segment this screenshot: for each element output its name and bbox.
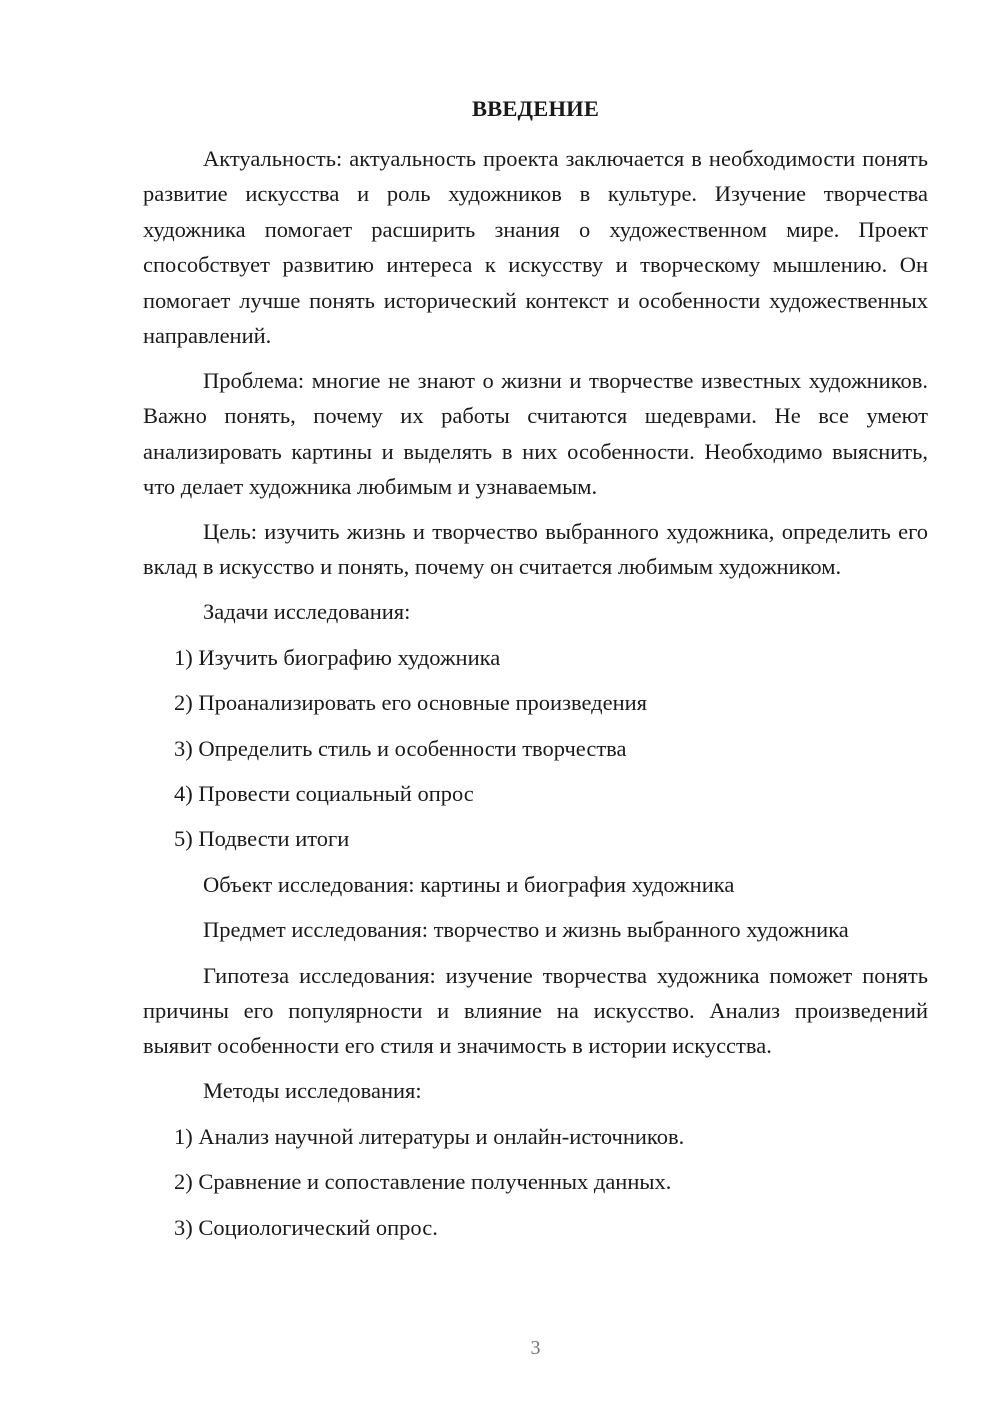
paragraph-hypothesis: Гипотеза исследования: изучение творчества художника поможет понять причины его популярности и влияние на искусство. Анализ произведений выявит особенности его стиля и значимость в истории искусства. — [143, 962, 928, 1059]
method-item-2: 2) Сравнение и сопоставление полученных данных. — [174, 1169, 672, 1195]
task-item-2: 2) Проанализировать его основные произведения — [174, 690, 648, 716]
section-title: ВВЕДЕНИЕ — [471, 96, 600, 121]
tasks-heading: Задачи исследования: — [203, 599, 411, 625]
research-object: Объект исследования: картины и биография художника — [203, 871, 735, 897]
task-item-1: 1) Изучить биографию художника — [174, 644, 501, 670]
research-subject: Предмет исследования: творчество и жизнь выбранного художника — [203, 917, 849, 943]
task-item-5: 5) Подвести итоги — [174, 826, 350, 852]
page-number: 3 — [530, 1337, 541, 1359]
method-item-1: 1) Анализ научной литературы и онлайн-источников. — [174, 1123, 685, 1149]
paragraph-relevance: Актуальность: актуальность проекта заключается в необходимости понять развитие искусства и роль художников в культуре. Изучение творчества художника помогает расширить знания о художественном мире. Проект способствует развитию интереса к искусству и творческому мышлению. Он помогает лучше понять исторический контекст и особенности художественных направлений. — [143, 146, 928, 349]
task-item-3: 3) Определить стиль и особенности творчества — [174, 735, 627, 761]
document-body — [143, 141, 928, 1255]
task-item-4: 4) Провести социальный опрос — [174, 781, 474, 806]
methods-heading: Методы исследования: — [203, 1078, 422, 1104]
paragraph-problem: Проблема: многие не знают о жизни и творчестве известных художников. Важно понять, почему их работы считаются шедеврами. Не все умеют анализировать картины и выделять в них особенности. Необходимо выяснить, что делает художника любимым и узнаваемым. — [143, 367, 928, 500]
document-page — [143, 0, 928, 1414]
method-item-3: 3) Социологический опрос. — [174, 1214, 438, 1240]
paragraph-goal: Цель: изучить жизнь и творчество выбранного художника, определить его вклад в искусство и понять, почему он считается любимым художником. — [143, 519, 928, 580]
